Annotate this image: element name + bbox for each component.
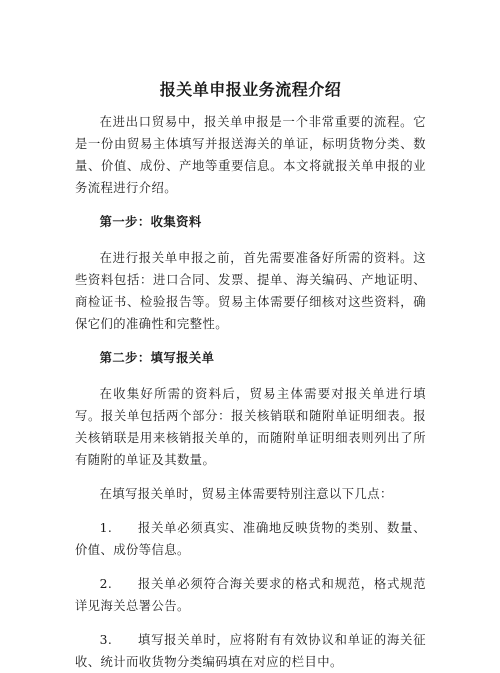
step2-paragraph-2: 在填写报关单时，贸易主体需要特别注意以下几点： — [99, 487, 393, 501]
intro-paragraph: 在进出口贸易中，报关单申报是一个非常重要的流程。它是一份由贸易主体填写并报送海关的单证，标明货物分类、数量、价值、成份、产地等重要信息。本文将就报关单申报的业务流程进行介绍。 — [75, 115, 426, 195]
step1-paragraph: 在进行报关单申报之前，首先需要准备好所需的资料。这些资料包括：进口合同、发票、提单、海关编码、产地证明、商检证书、检验报告等。贸易主体需要仔细核对这些资料，确保它们的准确性和完整性。 — [75, 251, 426, 331]
list-item — [75, 573, 426, 617]
step2-paragraph-1: 在收集好所需的资料后，贸易主体需要对报关单进行填写。报关单包括两个部分：报关核销联和随附单证明细表。报关核销联是用来核销报关单的，而随附单证明细表则列出了所有随附的单证及其数量。 — [75, 387, 426, 467]
list-item-number: 2. — [99, 577, 113, 591]
list-item-number: 3. — [99, 633, 113, 647]
list-item — [75, 517, 426, 561]
list-item — [75, 629, 426, 673]
step1-heading: 第一步：收集资料 — [99, 215, 202, 229]
list-item-text: 报关单必须真实、准确地反映货物的类别、数量、价值、成份等信息。 — [75, 521, 426, 557]
list-item-text: 报关单必须符合海关要求的格式和规范，格式规范详见海关总署公告。 — [75, 577, 426, 613]
step2-heading: 第二步：填写报关单 — [99, 351, 215, 365]
list-item-number: 1. — [99, 521, 113, 535]
list-item-text: 填写报关单时，应将附有有效协议和单证的海关征收、统计而收货物分类编码填在对应的栏目中。 — [75, 633, 426, 669]
document-title: 报关单申报业务流程介绍 — [159, 80, 342, 99]
